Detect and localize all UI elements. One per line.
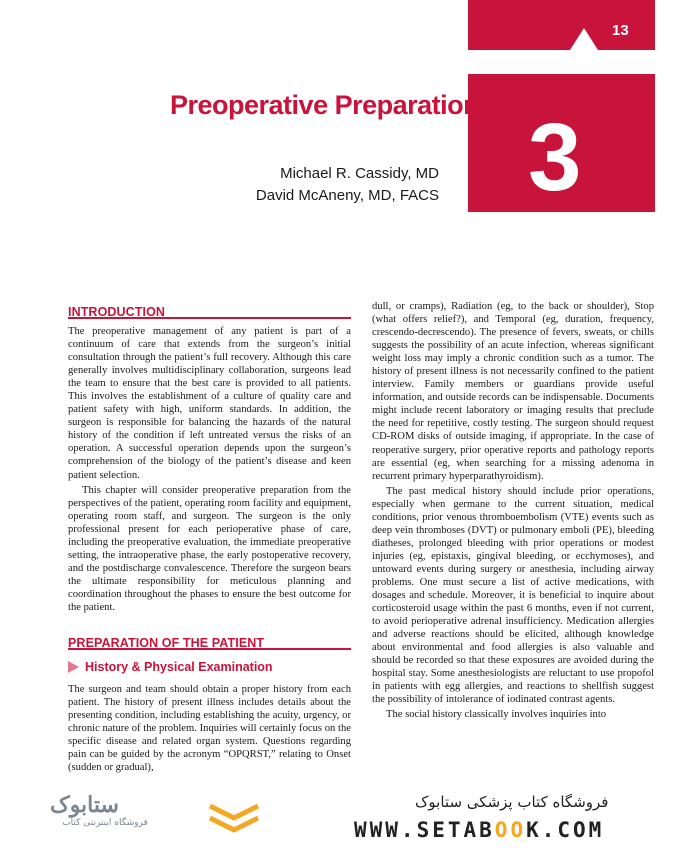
- author-2: David McAneny, MD, FACS: [255, 187, 439, 204]
- website-link[interactable]: [354, 818, 604, 842]
- preparation-heading: [68, 634, 351, 650]
- right-paragraph-2: The past medical history should include prior operations, especially when germane to the current situation, medical conditions, prior venous thromboembolism (VTE) events such as deep vein thromboses (DVT) or pulmonary emboli (PE), bleeding diatheses, prolonged bleeding with prior operations or modest injuries (eg, epistaxis, gingival bleeding, or ecchymoses), and untoward events during surgery or anesthesia, including airway problems. One must secure a list of active medications, with dosages and schedule. Moreover, it is beneficial to inquire about corticosteroid usage within the past 6 months, even if not current, to avoid perioperative adrenal insufficiency. Medication allergies and adverse reactions should be elicited, although knowledge about environmental and food allergies is also valuable and should be recorded so that these exposures are avoided during the hospital stay. Some anesthesiologists are reluctant to use propofol in patients with egg allergies, and reactions to shellfish suggest the possibility of intolerance of iodinated contrast agents.: [372, 485, 654, 706]
- right-paragraph-1: dull, or cramps), Radiation (eg, to the back or shoulder), Stop (what offers relief?), and Temporal (eg, duration, frequency, crescendo-decrescendo). The presence of fevers, sweats, or chills suggests the possibility of an acute infection, whereas significant weight loss may imply a chronic condition such as a tumor. The history of present illness is not necessarily confined to the patient interview. Family members or guardians provide useful information, and outside records can be indispensable. Documents might include recent laboratory or imaging results that preclude the need for repetitive, costly testing. The surgeon should request CD-ROM disks of outside imaging, if appropriate. In the case of reoperative surgery, prior operative reports and pathology reports are essential (eg, when searching for a missing adenoma in recurrent primary hyperparathyroidism).: [372, 301, 654, 482]
- chapter-number: 3: [528, 104, 582, 211]
- triangle-bullet-icon: [68, 661, 79, 673]
- store-name: فروشگاه کتاب پزشکی ستابوک: [415, 793, 609, 811]
- website-oo: OO: [494, 818, 527, 842]
- website-prefix: WWW.SETAB: [354, 818, 495, 842]
- intro-paragraph-1: The preoperative management of any patient is part of a continuum of care that extends from the surgeon’s initial consultation through the patient’s full recovery. Although this care generally involves multidisciplinary collaboration, surgeons lead the team to ensure that the best care is provided to all patients. This involves the establishment of a culture of quality care and patient safety with high, uniform standards. In addition, the surgeon is responsible for balancing the hazards of the natural history of the condition if left untreated versus the risks of an operation. A successful operation depends upon the surgeon’s comprehension of the biology of the patient’s disease and keen patient selection.: [68, 326, 351, 481]
- introduction-heading: [68, 303, 351, 319]
- preparation-heading-text: PREPARATION OF THE PATIENT: [68, 636, 265, 650]
- logo-text: ستابوک: [50, 792, 119, 817]
- page-number: 13: [612, 22, 629, 39]
- setabook-logo[interactable]: [50, 792, 160, 838]
- left-column: [68, 325, 351, 616]
- author-1: Michael R. Cassidy, MD: [280, 165, 439, 182]
- logo-subtext: فروشگاه اینترنتی کتاب: [62, 818, 148, 828]
- history-paragraph-1: The surgeon and team should obtain a proper history from each patient. The history of present illness includes details about the presenting condition, including establishing the acuity, urgency, or chronic nature of the problem. Inquiries will certainly focus on the specific disease and related organ system. Questions regarding pain can be guided by the acronym “OPQRST,” relating to Onset (sudden or gradual),: [68, 684, 351, 774]
- right-column: [372, 300, 654, 724]
- left-column-lower: [68, 683, 351, 776]
- tab-notch: [570, 28, 598, 50]
- chapter-title: Preoperative Preparation: [170, 90, 480, 120]
- right-paragraph-3: The social history classically involves inquiries into: [386, 709, 607, 721]
- introduction-heading-text: INTRODUCTION: [68, 305, 166, 319]
- book-chevron-icon: [206, 800, 262, 836]
- history-subheading-text: History & Physical Examination: [85, 660, 273, 674]
- website-suffix: K.COM: [526, 818, 605, 842]
- intro-paragraph-2: This chapter will consider preoperative preparation from the perspectives of the patient, operating room facility and equipment, operating room staff, and surgeon. The surgeon is the only professional present for each perioperative phase of care, including the preoperative evaluation, the immediate preoperative setting, the intraoperative phase, the early postoperative recovery, and the postdischarge convalescence. Therefore the surgeon bears the ultimate responsibility for meticulous planning and coordination throughout the phases to ensure the best outcome for the patient.: [68, 484, 351, 613]
- history-subheading: [68, 660, 273, 674]
